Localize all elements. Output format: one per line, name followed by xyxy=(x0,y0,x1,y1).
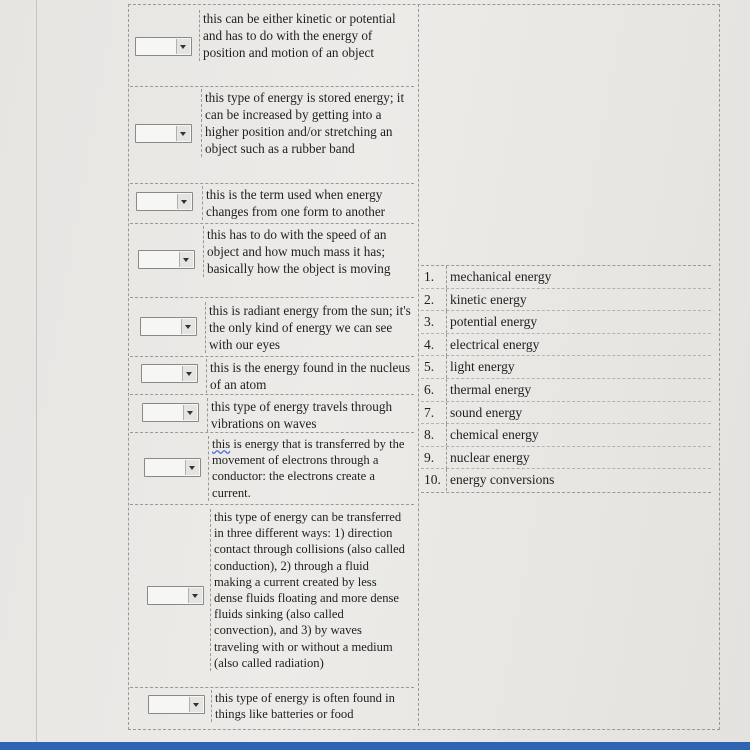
answer-label: light energy xyxy=(446,356,712,378)
chevron-down-icon xyxy=(177,194,191,209)
answer-label: chemical energy xyxy=(446,424,712,446)
answer-select-7[interactable] xyxy=(142,403,199,422)
chevron-down-icon xyxy=(188,588,202,603)
list-item xyxy=(421,424,711,447)
answer-select-2[interactable] xyxy=(135,124,192,143)
chevron-down-icon xyxy=(181,319,195,334)
question-text-1: this can be either kinetic or potential and has to do with the energy of position and motion of an object xyxy=(199,10,414,61)
answer-number: 4. xyxy=(424,336,435,352)
question-text-5: this is radiant energy from the sun; it's the only kind of energy we can see with our eyes xyxy=(205,302,413,353)
taskbar xyxy=(0,742,750,750)
question-text-10: this type of energy is often found in things like batteries or food xyxy=(211,690,411,722)
spellcheck-word: this xyxy=(212,437,231,451)
question-text-8-rest: is energy that is transferred by the movement of electrons through a conductor: the electrons create a current. xyxy=(212,437,405,500)
chevron-down-icon xyxy=(182,366,196,381)
question-text-6: this is the energy found in the nucleus of an atom xyxy=(206,359,414,393)
answer-number: 6. xyxy=(424,381,435,397)
answer-select-4[interactable] xyxy=(138,250,195,269)
answer-select-3[interactable] xyxy=(136,192,193,211)
answer-number: 3. xyxy=(424,314,435,330)
chevron-down-icon xyxy=(176,126,190,141)
answer-label: mechanical energy xyxy=(446,266,712,288)
answer-select-10[interactable] xyxy=(148,695,205,714)
answer-number: 5. xyxy=(424,359,435,375)
question-text-9: this type of energy can be transferred in three different ways: 1) direction contact through collisions (also called conduction), 2) through a fluid making a current created by less dense fluids floating and more dense fluids sinking (also called convection), and 3) by waves traveling with or without a medium (also called radiation) xyxy=(210,509,408,671)
answer-number: 10. xyxy=(424,472,441,488)
answer-label: electrical energy xyxy=(446,334,712,356)
chevron-down-icon xyxy=(189,697,203,712)
answer-label: potential energy xyxy=(446,311,712,333)
list-item xyxy=(421,289,711,312)
answer-label: sound energy xyxy=(446,402,712,424)
answer-label: thermal energy xyxy=(446,379,712,401)
answer-select-1[interactable] xyxy=(135,37,192,56)
list-item xyxy=(421,266,711,289)
answer-number: 2. xyxy=(424,291,435,307)
list-item xyxy=(421,334,711,357)
answer-label: kinetic energy xyxy=(446,289,712,311)
list-item xyxy=(421,311,711,334)
chevron-down-icon xyxy=(185,460,199,475)
answer-select-5[interactable] xyxy=(140,317,197,336)
answer-number: 7. xyxy=(424,404,435,420)
answer-label: nuclear energy xyxy=(446,447,712,469)
chevron-down-icon xyxy=(176,39,190,54)
answer-label: energy conversions xyxy=(446,469,712,491)
question-text-3: this is the term used when energy changes from one form to another xyxy=(202,186,414,220)
chevron-down-icon xyxy=(179,252,193,267)
list-item xyxy=(421,469,711,492)
answer-list xyxy=(421,265,711,493)
list-item xyxy=(421,447,711,470)
question-text-4: this has to do with the speed of an object and how much mass it has; basically how the object is moving xyxy=(203,226,415,277)
list-item xyxy=(421,402,711,425)
answer-number: 8. xyxy=(424,427,435,443)
answer-select-8[interactable] xyxy=(144,458,201,477)
chevron-down-icon xyxy=(183,405,197,420)
answer-select-9[interactable] xyxy=(147,586,204,605)
question-text-8 xyxy=(208,436,414,501)
list-item xyxy=(421,356,711,379)
question-text-7: this type of energy travels through vibrations on waves xyxy=(207,398,414,432)
answer-number: 9. xyxy=(424,449,435,465)
list-item xyxy=(421,379,711,402)
question-text-2: this type of energy is stored energy; it can be increased by getting into a higher position and/or stretching an object such as a rubber band xyxy=(201,89,414,157)
page-margin-line xyxy=(36,0,37,742)
answer-select-6[interactable] xyxy=(141,364,198,383)
answer-number: 1. xyxy=(424,269,435,284)
